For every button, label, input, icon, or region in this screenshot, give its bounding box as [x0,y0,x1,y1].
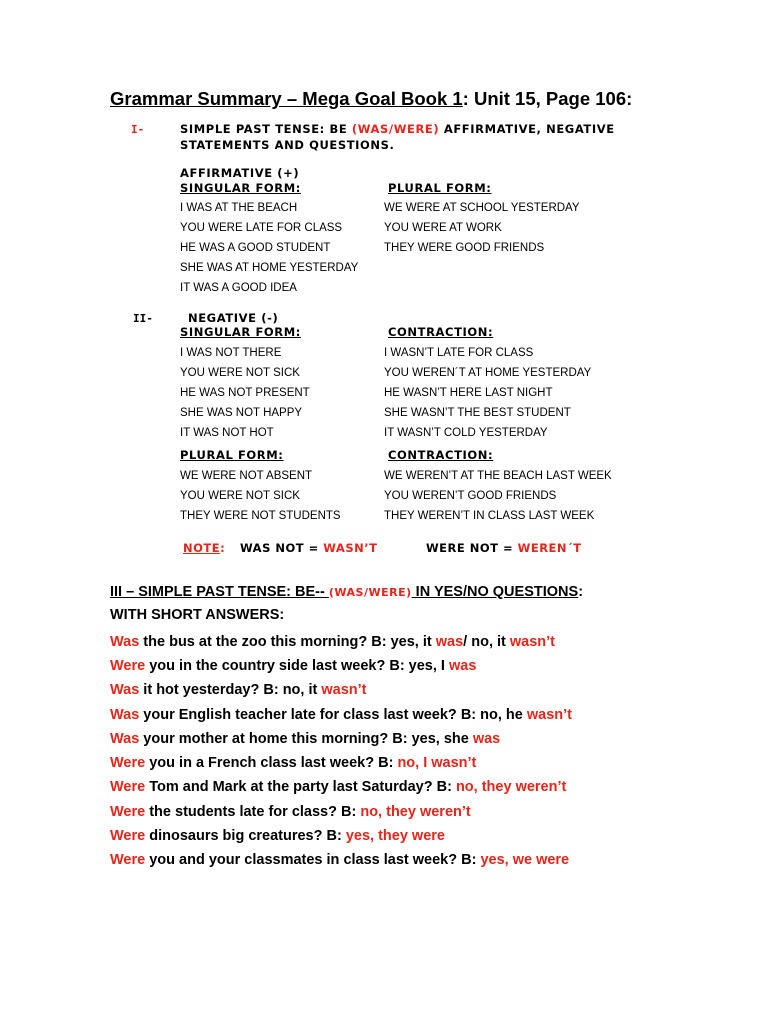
list-item: IT WASN’T COLD YESTERDAY [384,427,548,439]
section-1-heading-highlight: (WAS/WERE) [351,122,440,136]
list-item: WE WERE NOT ABSENT [180,470,313,482]
answer-text: wasn’t [321,682,367,698]
list-item: HE WAS A GOOD STUDENT [180,242,331,254]
question-text: the bus at the zoo this morning? B: yes, it [139,634,436,650]
question-verb: Were [110,755,146,771]
section-3-subheading: WITH SHORT ANSWERS: [110,607,285,623]
question-row [110,779,566,795]
list-item: I WAS AT THE BEACH [180,202,298,214]
question-text: dinosaurs big creatures? B: [145,828,346,844]
question-row [110,634,555,650]
list-item: SHE WASN’T THE BEST STUDENT [384,407,571,419]
section-1-numeral: I- [131,123,145,136]
question-verb: Was [110,731,140,747]
plural-form-label: PLURAL FORM: [388,181,492,195]
note-label: NOTE [183,541,221,555]
singular-form-label-2: SINGULAR FORM: [180,325,301,339]
question-text: your mother at home this morning? B: yes, she [139,731,473,747]
section-1-heading-a: SIMPLE PAST TENSE: BE [180,122,352,136]
list-item: WE WERE AT SCHOOL YESTERDAY [384,202,580,214]
list-item: YOU WERE AT WORK [384,222,502,234]
question-verb: Were [110,852,146,868]
list-item: HE WAS NOT PRESENT [180,387,310,399]
list-item: YOU WERE NOT SICK [180,490,300,502]
list-item: SHE WAS NOT HAPPY [180,407,303,419]
answer-text: yes, we were [480,852,570,868]
question-row [110,707,572,723]
note-rule-2 [426,541,582,555]
answer-text: no, they weren’t [455,779,567,795]
question-row [110,658,476,674]
contraction-label: CONTRACTION: [388,325,494,339]
question-verb: Were [110,779,146,795]
question-verb: Were [110,658,146,674]
section-3-heading-a: III – SIMPLE PAST TENSE: BE-- [110,584,329,600]
list-item: YOU WERE NOT SICK [180,367,300,379]
question-text: you in a French class last week? B: [145,755,398,771]
list-item: I WAS NOT THERE [180,347,282,359]
answer-text: was [472,731,501,747]
note-line [183,541,225,555]
negative-label: NEGATIVE (-) [188,311,279,325]
list-item: I WASN’T LATE FOR CLASS [384,347,534,359]
list-item: SHE WAS AT HOME YESTERDAY [180,262,359,274]
list-item: IT WAS A GOOD IDEA [180,282,297,294]
question-text: the students late for class? B: [145,804,361,820]
list-item: THEY WEREN’T IN CLASS LAST WEEK [384,510,595,522]
question-row [110,755,476,771]
question-verb: Was [110,634,140,650]
section-1-heading-c: AFFIRMATIVE, NEGATIVE [439,122,615,136]
answer-text-2: wasn’t [509,634,556,650]
section-3-heading [110,584,583,600]
section-3-heading-colon: : [578,584,584,600]
note-rule-1-contraction: WASN’T [323,541,378,555]
answer-text: yes, they were [345,828,445,844]
title-main: Grammar Summary – Mega Goal Book 1 [110,88,463,109]
question-row [110,682,366,698]
singular-form-label: SINGULAR FORM: [180,181,301,195]
list-item: WE WEREN’T AT THE BEACH LAST WEEK [384,470,612,482]
question-text: Tom and Mark at the party last Saturday? B: [145,779,456,795]
answer-text: was [448,658,477,674]
section-3-heading-c: IN YES/NO QUESTIONS [411,584,579,600]
list-item: YOU WEREN’T GOOD FRIENDS [384,490,557,502]
question-verb: Were [110,828,146,844]
list-item: YOU WEREN´T AT HOME YESTERDAY [384,367,592,379]
note-rule-2-contraction: WEREN´T [517,541,582,555]
question-text: your English teacher late for class last week? B: no, he [139,707,527,723]
list-item: YOU WERE LATE FOR CLASS [180,222,343,234]
title-unit: : Unit 15, Page 106: [462,88,633,109]
answer-text: no, I wasn’t [397,755,477,771]
question-verb: Were [110,804,146,820]
note-rule-1 [240,541,377,555]
section-2-numeral: II- [133,312,153,325]
page-title [110,88,632,110]
answer-text: was [435,634,464,650]
question-verb: Was [110,682,140,698]
section-3-heading-highlight: (WAS/WERE) [328,586,412,599]
question-row [110,852,569,868]
contraction-label-2: CONTRACTION: [388,448,494,462]
plural-form-label-2: PLURAL FORM: [180,448,284,462]
question-text: you and your classmates in class last week? B: [145,852,481,868]
question-text: you in the country side last week? B: yes, I [145,658,449,674]
section-1-heading-line2: STATEMENTS AND QUESTIONS. [180,138,395,152]
section-1-heading [180,121,615,153]
affirmative-label: AFFIRMATIVE (+) [180,166,300,180]
question-row [110,731,500,747]
note-rule-1-text: WAS NOT = [240,541,324,555]
question-text: it hot yesterday? B: no, it [139,682,322,698]
note-colon: : [220,541,226,555]
list-item: THEY WERE NOT STUDENTS [180,510,341,522]
answer-text: no, they weren’t [360,804,471,820]
list-item: HE WASN’T HERE LAST NIGHT [384,387,553,399]
question-row [110,804,471,820]
question-row [110,828,445,844]
list-item: THEY WERE GOOD FRIENDS [384,242,545,254]
question-verb: Was [110,707,140,723]
note-rule-2-text: WERE NOT = [426,541,518,555]
list-item: IT WAS NOT HOT [180,427,274,439]
answer-text: wasn’t [526,707,572,723]
answer-separator: / no, it [463,634,510,650]
